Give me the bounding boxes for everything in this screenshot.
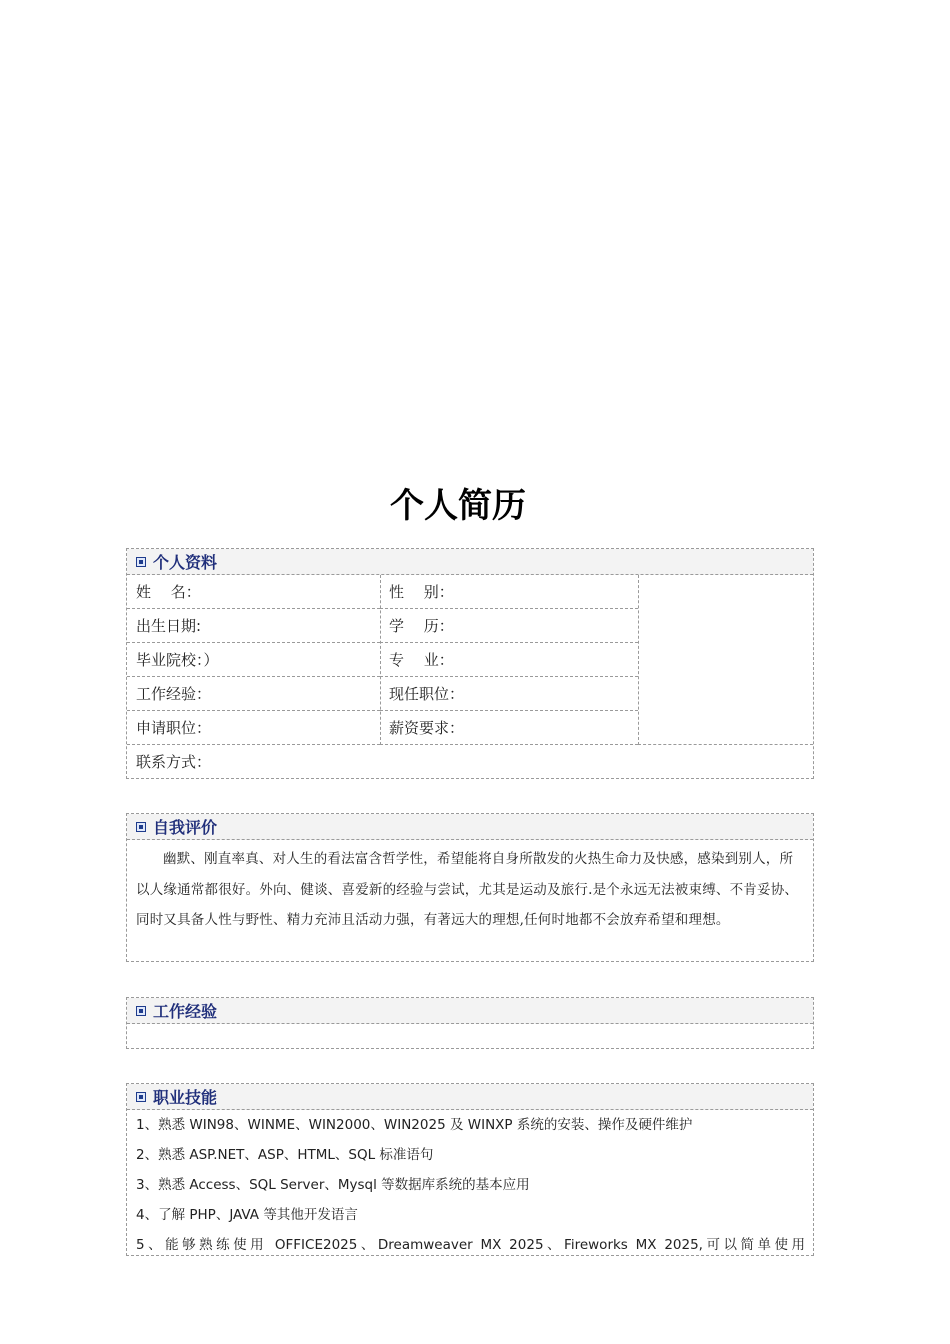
- work-experience-header: [127, 998, 813, 1024]
- skill-item: 1、熟悉 WIN98、WINME、WIN2000、WIN2025 及 WINXP 系统的安装、操作及硬件维护: [136, 1117, 693, 1133]
- major-field: 专 业：: [380, 643, 638, 677]
- resume-title: 个人简历: [390, 486, 526, 526]
- photo-area-divider: [638, 575, 639, 745]
- work-experience-title: 工作经验: [153, 1002, 218, 1021]
- birth-date-field: 出生日期:: [127, 609, 380, 643]
- profile-section-title: 个人资料: [153, 553, 218, 572]
- skill-item: 2、熟悉 ASP.NET、ASP、HTML、SQL 标准语句: [136, 1147, 434, 1163]
- school-field: 毕业院校：）: [127, 643, 380, 677]
- skills-section: [126, 1083, 814, 1256]
- skills-title: 职业技能: [153, 1088, 218, 1107]
- skills-header: [127, 1084, 813, 1110]
- self-evaluation-text: 幽默、刚直率真、对人生的看法富含哲学性，希望能将自身所散发的火热生命力及快感，感染到别人，所以人缘通常都很好。外向、健谈、喜爱新的经验与尝试，尤其是运动及旅行.是个永远无法被束缚、不肯妥协、同时又具备人性与野性、精力充沛且活动力强，有著远大的理想,任何时地都不会放弃希望和理想。: [136, 851, 799, 928]
- skill-item: 4、了解 PHP、JAVA 等其他开发语言: [136, 1207, 358, 1223]
- profile-section: [126, 548, 814, 779]
- column-divider: [380, 575, 381, 745]
- photo-area-bottom-line: [638, 711, 813, 745]
- section-bullet-icon: [136, 1092, 146, 1102]
- gender-field: 性 别：: [380, 575, 638, 609]
- section-bullet-icon: [136, 557, 146, 567]
- self-evaluation-title: 自我评价: [153, 818, 218, 837]
- work-experience-field: 工作经验：: [127, 677, 380, 711]
- contact-field: 联系方式：: [136, 753, 212, 771]
- work-experience-section: [126, 997, 814, 1049]
- self-evaluation-header: [127, 814, 813, 840]
- profile-section-header: [127, 549, 813, 575]
- skill-item: 5、能够熟练使用 OFFICE2025、Dreamweaver MX 2025、Fireworks MX 2025,可以简单使用: [136, 1237, 805, 1253]
- education-field: 学 历：: [380, 609, 638, 643]
- name-field: 姓 名：: [127, 575, 380, 609]
- apply-position-field: 申请职位：: [127, 711, 380, 745]
- current-position-field: 现任职位：: [380, 677, 638, 711]
- self-evaluation-section: [126, 813, 814, 962]
- section-bullet-icon: [136, 1006, 146, 1016]
- skill-item: 3、熟悉 Access、SQL Server、Mysql 等数据库系统的基本应用: [136, 1177, 530, 1193]
- salary-field: 薪资要求：: [380, 711, 638, 745]
- section-bullet-icon: [136, 822, 146, 832]
